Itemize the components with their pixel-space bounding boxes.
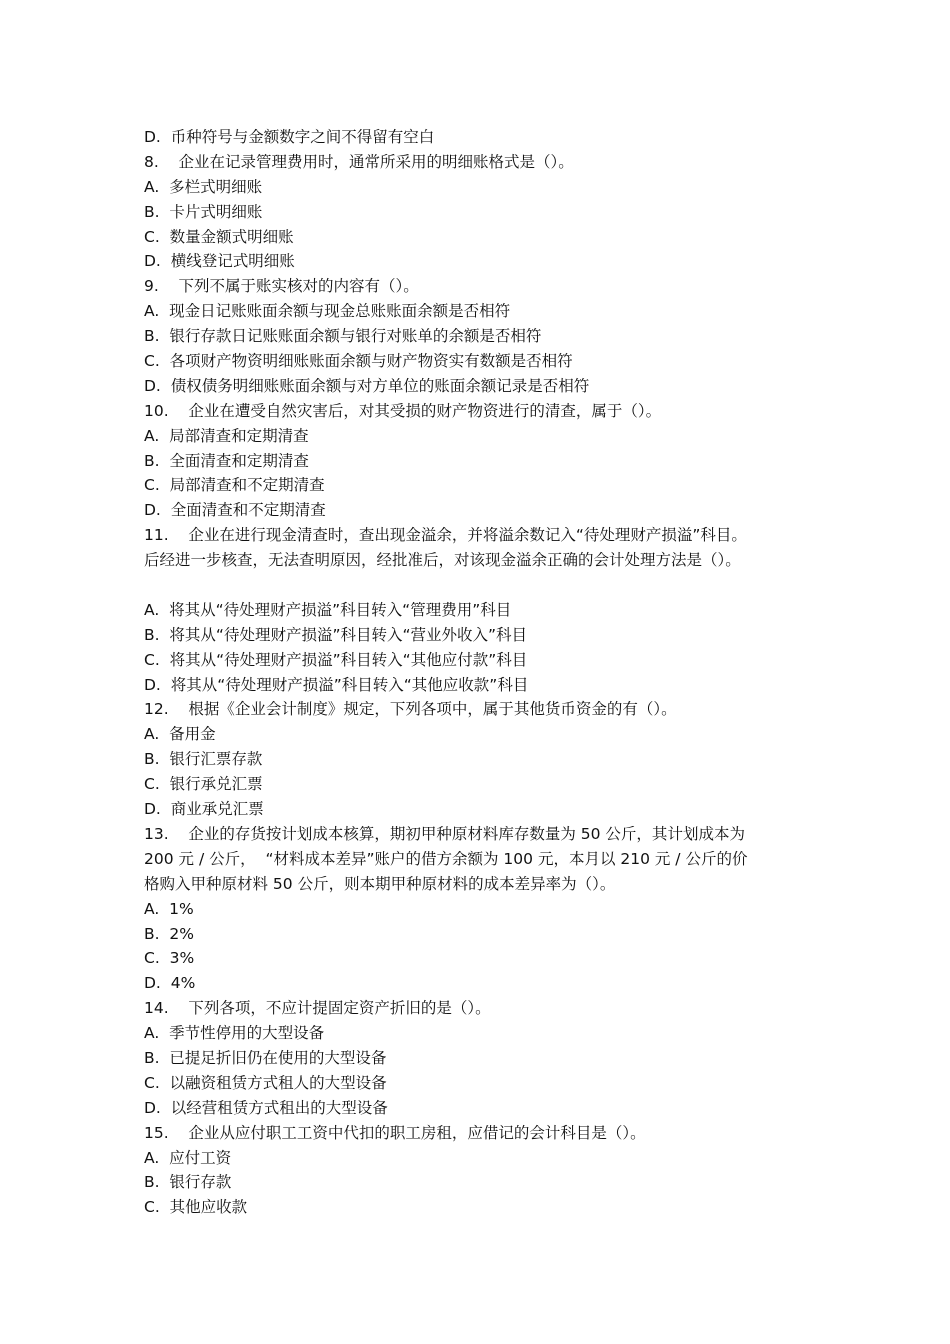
answer-option: C. 以融资租赁方式租人的大型设备 [144, 1073, 387, 1092]
answer-option: D. 以经营租赁方式租出的大型设备 [144, 1098, 388, 1117]
answer-option: B. 将其从“待处理财产损溢”科目转入“营业外收入”科目 [144, 625, 528, 644]
answer-option: C. 局部清查和不定期清查 [144, 476, 325, 495]
answer-option: A. 应付工资 [144, 1148, 232, 1167]
answer-option: A. 1% [144, 899, 194, 918]
question-13-line-3: 格购入甲种原材料 50 公斤，则本期甲种原材料的成本差异率为（）。 [144, 874, 616, 893]
answer-option: B. 全面清查和定期清查 [144, 451, 309, 470]
answer-option: A. 季节性停用的大型设备 [144, 1024, 325, 1043]
answer-option: C. 其他应收款 [144, 1198, 248, 1217]
answer-option: C. 各项财产物资明细账账面余额与财产物资实有数额是否相符 [144, 352, 573, 371]
answer-option: C. 数量金额式明细账 [144, 227, 294, 246]
question-15: 15. 企业从应付职工工资中代扣的职工房租，应借记的会计科目是（）。 [144, 1123, 646, 1142]
answer-option: A. 多栏式明细账 [144, 177, 263, 196]
answer-option: B. 2% [144, 924, 195, 943]
question-10: 10. 企业在遭受自然灾害后，对其受损的财产物资进行的清查，属于（）。 [144, 401, 662, 420]
answer-option: A. 局部清查和定期清查 [144, 426, 309, 445]
answer-option: B. 银行存款 [144, 1173, 232, 1192]
answer-option: D. 将其从“待处理财产损溢”科目转入“其他应收款”科目 [144, 675, 529, 694]
answer-option: D. 全面清查和不定期清查 [144, 501, 326, 520]
answer-option: A. 将其从“待处理财产损溢”科目转入“管理费用”科目 [144, 600, 512, 619]
answer-option: D. 币种符号与金额数字之间不得留有空白 [144, 128, 435, 146]
answer-option: B. 卡片式明细账 [144, 202, 263, 221]
question-9: 9. 下列不属于账实核对的内容有（）。 [144, 277, 419, 296]
question-11-line-1: 11. 企业在进行现金清查时，查出现金溢余，并将溢余数记入“待处理财产损溢”科目。 [144, 526, 747, 545]
answer-option: D. 债权债务明细账账面余额与对方单位的账面余额记录是否相符 [144, 376, 590, 395]
question-8: 8. 企业在记录管理费用时，通常所采用的明细账格式是（）。 [144, 152, 574, 171]
answer-option: B. 银行汇票存款 [144, 750, 263, 769]
answer-option: A. 备用金 [144, 725, 216, 744]
question-13-line-1: 13. 企业的存货按计划成本核算，期初甲种原材料库存数量为 50 公斤，其计划成本为 [144, 824, 745, 843]
answer-option: D. 商业承兑汇票 [144, 800, 264, 819]
document-body [144, 125, 816, 1220]
question-12: 12. 根据《企业会计制度》规定，下列各项中，属于其他货币资金的有（）。 [144, 700, 677, 719]
answer-option: D. 横线登记式明细账 [144, 252, 295, 271]
answer-option: C. 3% [144, 949, 195, 968]
question-11-line-2: 后经进一步核查，无法查明原因，经批准后，对该现金溢余正确的会计处理方法是（）。 [144, 551, 741, 570]
answer-option: A. 现金日记账账面余额与现金总账账面余额是否相符 [144, 302, 511, 321]
question-14: 14. 下列各项，不应计提固定资产折旧的是（）。 [144, 999, 491, 1018]
answer-option: D. 4% [144, 974, 196, 993]
answer-option: B. 已提足折旧仍在使用的大型设备 [144, 1048, 387, 1067]
answer-option: C. 将其从“待处理财产损溢”科目转入“其他应付款”科目 [144, 650, 528, 669]
question-13-line-2: 200 元 / 公斤， “材料成本差异”账户的借方余额为 100 元，本月以 210 元 / 公斤的价 [144, 849, 748, 868]
blank-line [144, 573, 816, 598]
answer-option: B. 银行存款日记账账面余额与银行对账单的余额是否相符 [144, 327, 542, 346]
answer-option: C. 银行承兑汇票 [144, 775, 263, 794]
